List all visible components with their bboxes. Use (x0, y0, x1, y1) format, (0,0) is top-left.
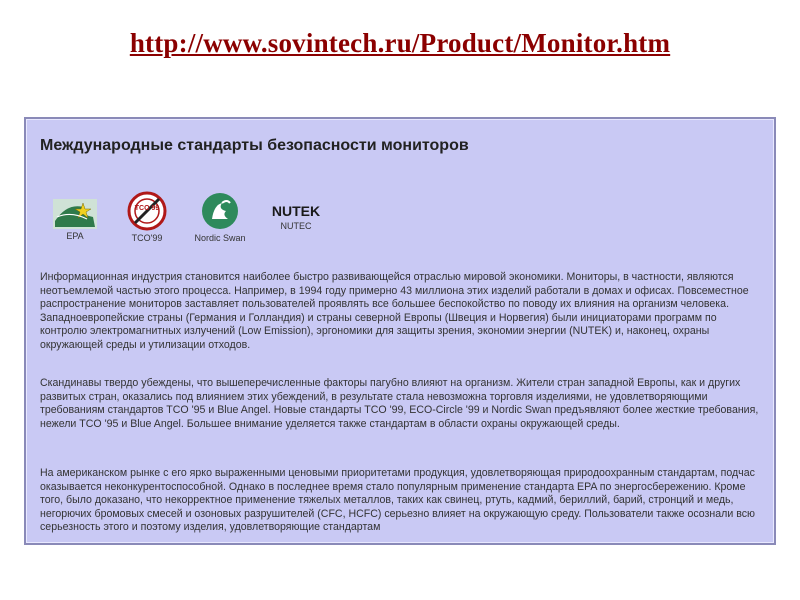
logo-tco99 (122, 191, 172, 243)
url-link[interactable]: http://www.sovintech.ru/Product/Monitor.htm (129, 28, 671, 58)
paragraph-2: Скандинавы твердо убеждены, что вышеперечисленные факторы пагубно влияют на организм. Жители стран западной Европы, как и других развитых стран, оказались под влиянием этих убеждений, в результате стала невозможна торговля изделиями, не удовлетворяющими требованиям стандартов TCO '95 и Blue Angel. Новые стандарты TCO '99, ECO-Circle '99 и Nordic Swan предъявляют более жесткие требования, нежели TCO '95 и Blue Angel. Большее внимание уделяется также стандартам в области охраны окружающей среды. (40, 377, 759, 430)
svg-text:TCO 99: TCO 99 (134, 205, 160, 212)
logo-caption: TCO'99 (131, 233, 163, 243)
logo-epa (50, 199, 100, 241)
page-title: Международные стандарты безопасности мониторов (40, 137, 469, 154)
website-screenshot (24, 117, 776, 545)
logo-row (40, 189, 440, 269)
nutek-icon (266, 201, 326, 221)
logo-nordic-swan (192, 191, 248, 243)
logo-caption: EPA (66, 231, 84, 241)
paragraph-1: Информационная индустрия становится наиболее быстро развивающейся отраслью мировой экономики. Мониторы, в частности, являются неотъемлемой частью этого процесса. Например, в 1994 году примерно 43 миллиона этих изделий работали в домах и офисах. Повсеместное распространение мониторов заставляет пользователей проявлять все большее беспокойство по поводу их влияния на организм человека. Западноевропейские страны (Германия и Голландия) и страны северной Европы (Швеция и Норвегия) были инициаторами программ по контролю электромагнитных излучений (Low Emission), эргономики для защиты зрения, экономии энергии (NUTEK) и, наконец, охраны окружающей среды и утилизации отходов. (40, 271, 749, 351)
energy-star-icon (53, 199, 97, 229)
svg-text:NUTEK: NUTEK (271, 203, 321, 219)
logo-caption: Nordic Swan (194, 233, 246, 243)
logo-nutek (266, 201, 326, 231)
paragraph-3: На американском рынке с его ярко выраженными ценовыми приоритетами продукция, удовлетворяющая природоохранным стандартам, подчас оказывается неконкурентоспособной. Однако в последнее время стало популярным применение стандарта EPA по энергосбережению. Кроме того, было доказано, что некорректное применение тяжелых металлов, таких как свинец, ртуть, кадмий, бериллий, барий, стронций и медь, негорючих бромовых смесей и озоновых разрушителей (CFC, HCFC) серьезно влияет на окружающую среду. Пользователи также осознали всю серьезность этого и поэтому изделия, удовлетворяющие стандартам (40, 467, 755, 534)
page-content (40, 137, 764, 534)
tco99-icon (127, 191, 167, 231)
nordic-swan-icon (200, 191, 240, 231)
logo-caption: NUTEC (280, 221, 312, 231)
